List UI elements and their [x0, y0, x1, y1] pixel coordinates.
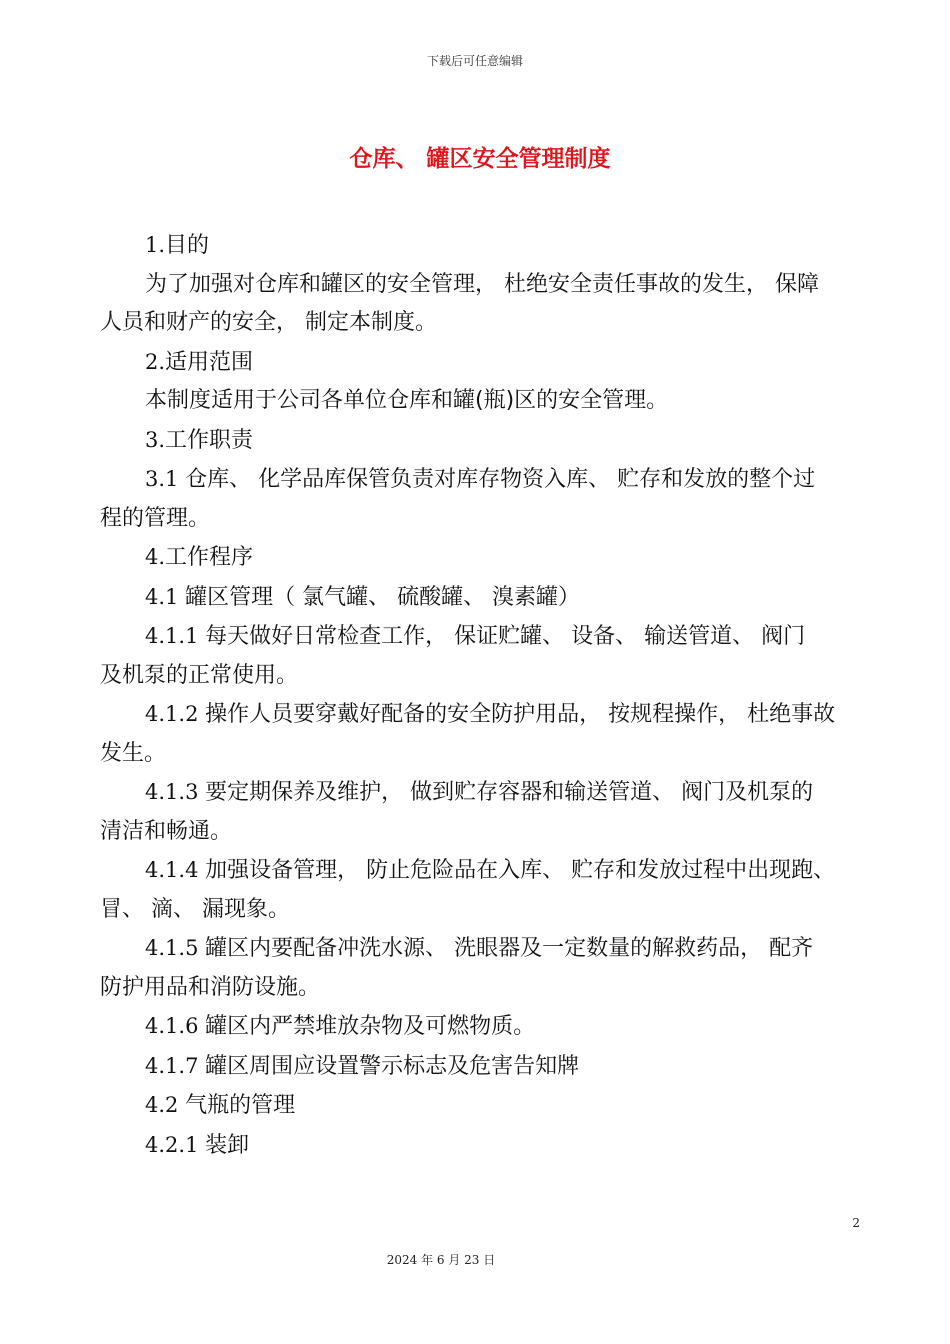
paragraph-line — [100, 578, 860, 618]
line-text: 仓库、 化学品库保管负责对库存物资入库、 贮存和发放的整个过 — [185, 467, 816, 492]
section-number: 4.1.5 — [145, 936, 206, 960]
line-text: 及机泵的正常使用。 — [100, 662, 299, 688]
line-text: 为了加强对仓库和罐区的安全管理， 杜绝安全责任事故的发生， 保障 — [145, 271, 819, 297]
paragraph-line — [100, 1007, 860, 1047]
line-text: 要定期保养及维护， 做到贮存容器和输送管道、 阀门及机泵的 — [205, 780, 814, 805]
section-number: 4.1 — [145, 584, 186, 609]
line-text: 罐区内严禁堆放杂物及可燃物质。 — [205, 1014, 536, 1039]
paragraph-line — [100, 382, 860, 421]
section-number: 4.1.7 — [145, 1053, 206, 1078]
section-number: 1. — [145, 233, 166, 257]
paragraph-line — [100, 851, 860, 891]
line-text: 罐区管理（ 氯气罐、 硫酸罐、 溴素罐） — [185, 584, 581, 610]
section-number: 4.1.4 — [145, 858, 206, 882]
section-number: 4.2 — [145, 1093, 186, 1117]
paragraph-line — [100, 891, 860, 930]
section-number: 3.1 — [145, 467, 186, 491]
footer-date: 2024 年 6 月 23 日 — [386, 1253, 496, 1267]
paragraph-line — [100, 266, 860, 305]
paragraph-line — [100, 657, 860, 696]
paragraph-line — [100, 1086, 860, 1126]
header-note: 下载后可任意编辑 — [426, 54, 523, 68]
section-number: 4.1.6 — [145, 1014, 206, 1038]
paragraph-line — [100, 500, 860, 539]
paragraph-line — [100, 695, 860, 735]
line-text: 加强设备管理， 防止危险品在入库、 贮存和发放过程中出现跑、 — [205, 858, 836, 883]
section-number: 4.1.2 — [145, 702, 206, 726]
paragraph-line — [100, 773, 860, 813]
section-number: 3. — [145, 427, 166, 452]
line-text: 操作人员要穿戴好配备的安全防护用品， 按规程操作， 杜绝事故 — [205, 702, 836, 727]
line-text: 发生。 — [100, 740, 167, 766]
line-text: 防护用品和消防设施。 — [100, 974, 321, 1000]
page-number: 2 — [852, 1216, 860, 1230]
document-title: 仓库、 罐区安全管理制度 — [349, 146, 611, 172]
section-number: 4.2.1 — [145, 1132, 206, 1157]
paragraph-line — [100, 304, 860, 343]
paragraph-line — [100, 813, 860, 852]
paragraph-line — [100, 735, 860, 774]
paragraph-line — [100, 1047, 860, 1087]
line-text: 气瓶的管理 — [185, 1093, 296, 1118]
paragraph-line — [100, 538, 860, 578]
line-text: 工作程序 — [165, 545, 254, 570]
line-text: 冒、 滴、 漏现象。 — [100, 896, 290, 922]
line-text: 每天做好日常检查工作， 保证贮罐、 设备、 输送管道、 阀门 — [205, 624, 806, 649]
paragraph-line — [100, 226, 860, 266]
paragraph-line — [100, 421, 860, 461]
line-text: 程的管理。 — [100, 505, 211, 531]
paragraph-line — [100, 460, 860, 500]
line-text: 本制度适用于公司各单位仓库和罐(瓶)区的安全管理。 — [145, 388, 669, 413]
line-text: 清洁和畅通。 — [100, 818, 233, 844]
line-text: 人员和财产的安全， 制定本制度。 — [100, 310, 437, 335]
section-number: 4.1.3 — [145, 780, 206, 804]
line-text: 目的 — [165, 233, 210, 258]
section-number: 2. — [145, 349, 166, 374]
line-text: 罐区内要配备冲洗水源、 洗眼器及一定数量的解救药品， 配齐 — [205, 936, 814, 961]
paragraph-line — [100, 343, 860, 383]
paragraph-line — [100, 1126, 860, 1166]
line-text: 适用范围 — [165, 349, 254, 375]
section-number: 4. — [145, 545, 166, 569]
line-text: 装卸 — [205, 1132, 250, 1158]
paragraph-line — [100, 617, 860, 657]
line-text: 罐区周围应设置警示标志及危害告知牌 — [205, 1053, 580, 1079]
paragraph-line — [100, 969, 860, 1008]
document-body — [100, 226, 860, 1165]
paragraph-line — [100, 929, 860, 969]
section-number: 4.1.1 — [145, 624, 206, 648]
line-text: 工作职责 — [165, 427, 254, 453]
